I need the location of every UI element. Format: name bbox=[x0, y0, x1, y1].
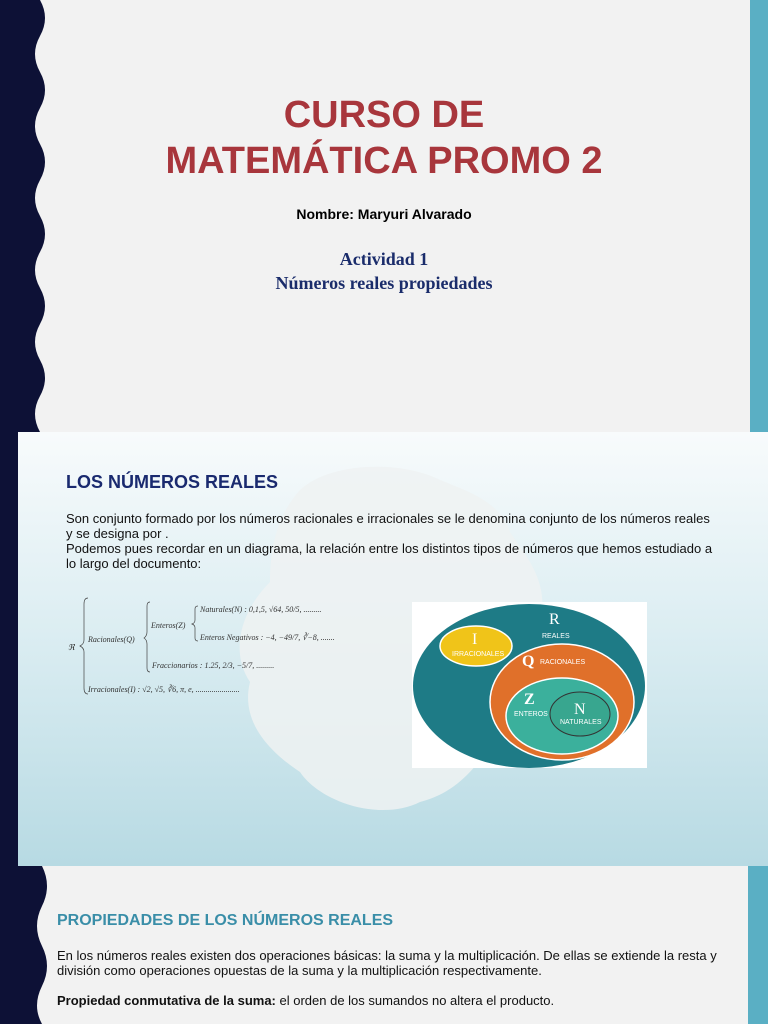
naturales-row: Naturales(N) : 0,1,5, √64, 50/5, ......... bbox=[200, 605, 322, 614]
racionales-symbol: Q bbox=[522, 653, 535, 670]
enteros-label: ENTEROS bbox=[514, 711, 548, 718]
author-name: Nombre: Maryuri Alvarado bbox=[296, 206, 472, 222]
activity-subtitle: Números reales propiedades bbox=[275, 273, 493, 293]
title-line-1: CURSO DE bbox=[283, 94, 485, 136]
propiedad-label: Propiedad conmutativa de la suma: bbox=[57, 993, 276, 1008]
propiedad-text: el orden de los sumandos no altera el producto. bbox=[275, 993, 555, 1008]
fraccionarios-row: Fraccionarios : 1.25, 2/3, −5/7, ......... bbox=[152, 661, 275, 670]
accent-bar-left bbox=[0, 432, 18, 866]
naturales-label: NATURALES bbox=[560, 719, 602, 726]
title-line-2: MATEMÁTICA PROMO 2 bbox=[165, 140, 603, 182]
paragraph-diagram-intro: Podemos pues recordar en un diagrama, la relación entre los distintos tipos de números que hemos estudiado a lo largo del documento: bbox=[66, 541, 713, 571]
enteros-symbol: Z bbox=[524, 691, 535, 708]
section-heading: LOS NÚMEROS REALES bbox=[66, 472, 279, 492]
slide-numeros-reales bbox=[0, 432, 768, 866]
paragraph-definition: Son conjunto formado por los números racionales e irracionales se le denomina conjunto de los números reales y se designa por . bbox=[66, 511, 710, 541]
activity-label: Actividad 1 bbox=[339, 249, 429, 269]
reales-symbol-venn: R bbox=[549, 611, 560, 628]
accent-bar-right bbox=[748, 866, 768, 1024]
enteros-label: Enteros(Z) bbox=[151, 621, 186, 630]
irracionales-label: IRRACIONALES bbox=[452, 651, 505, 658]
negativos-row: Enteros Negativos : −4, −49/7, ∛−8, ....... bbox=[200, 633, 335, 642]
venn-diagram bbox=[412, 602, 647, 768]
racionales-label: Racionales(Q) bbox=[88, 635, 135, 644]
reales-symbol: ℜ bbox=[68, 643, 75, 652]
wave-border-left bbox=[0, 866, 60, 1024]
irracionales-symbol: I bbox=[472, 631, 478, 648]
classification-diagram bbox=[64, 592, 364, 702]
irracionales-row: Irracionales(I) : √2, √5, ∛6, π, e, ...................... bbox=[88, 685, 240, 694]
paragraph-operaciones: En los números reales existen dos operaciones básicas: la suma y la multiplicación. De ellas se extiende la resta y división como operaciones opuestas de la suma y la multiplicación respectivamente. bbox=[57, 948, 717, 978]
slide-title bbox=[0, 0, 768, 432]
racionales-label: RACIONALES bbox=[540, 659, 586, 666]
slide-propiedades bbox=[0, 866, 768, 1024]
naturales-symbol: N bbox=[574, 701, 586, 718]
reales-label: REALES bbox=[542, 633, 570, 640]
section-heading: PROPIEDADES DE LOS NÚMEROS REALES bbox=[57, 912, 394, 929]
paragraph-conmutativa bbox=[57, 993, 727, 1008]
